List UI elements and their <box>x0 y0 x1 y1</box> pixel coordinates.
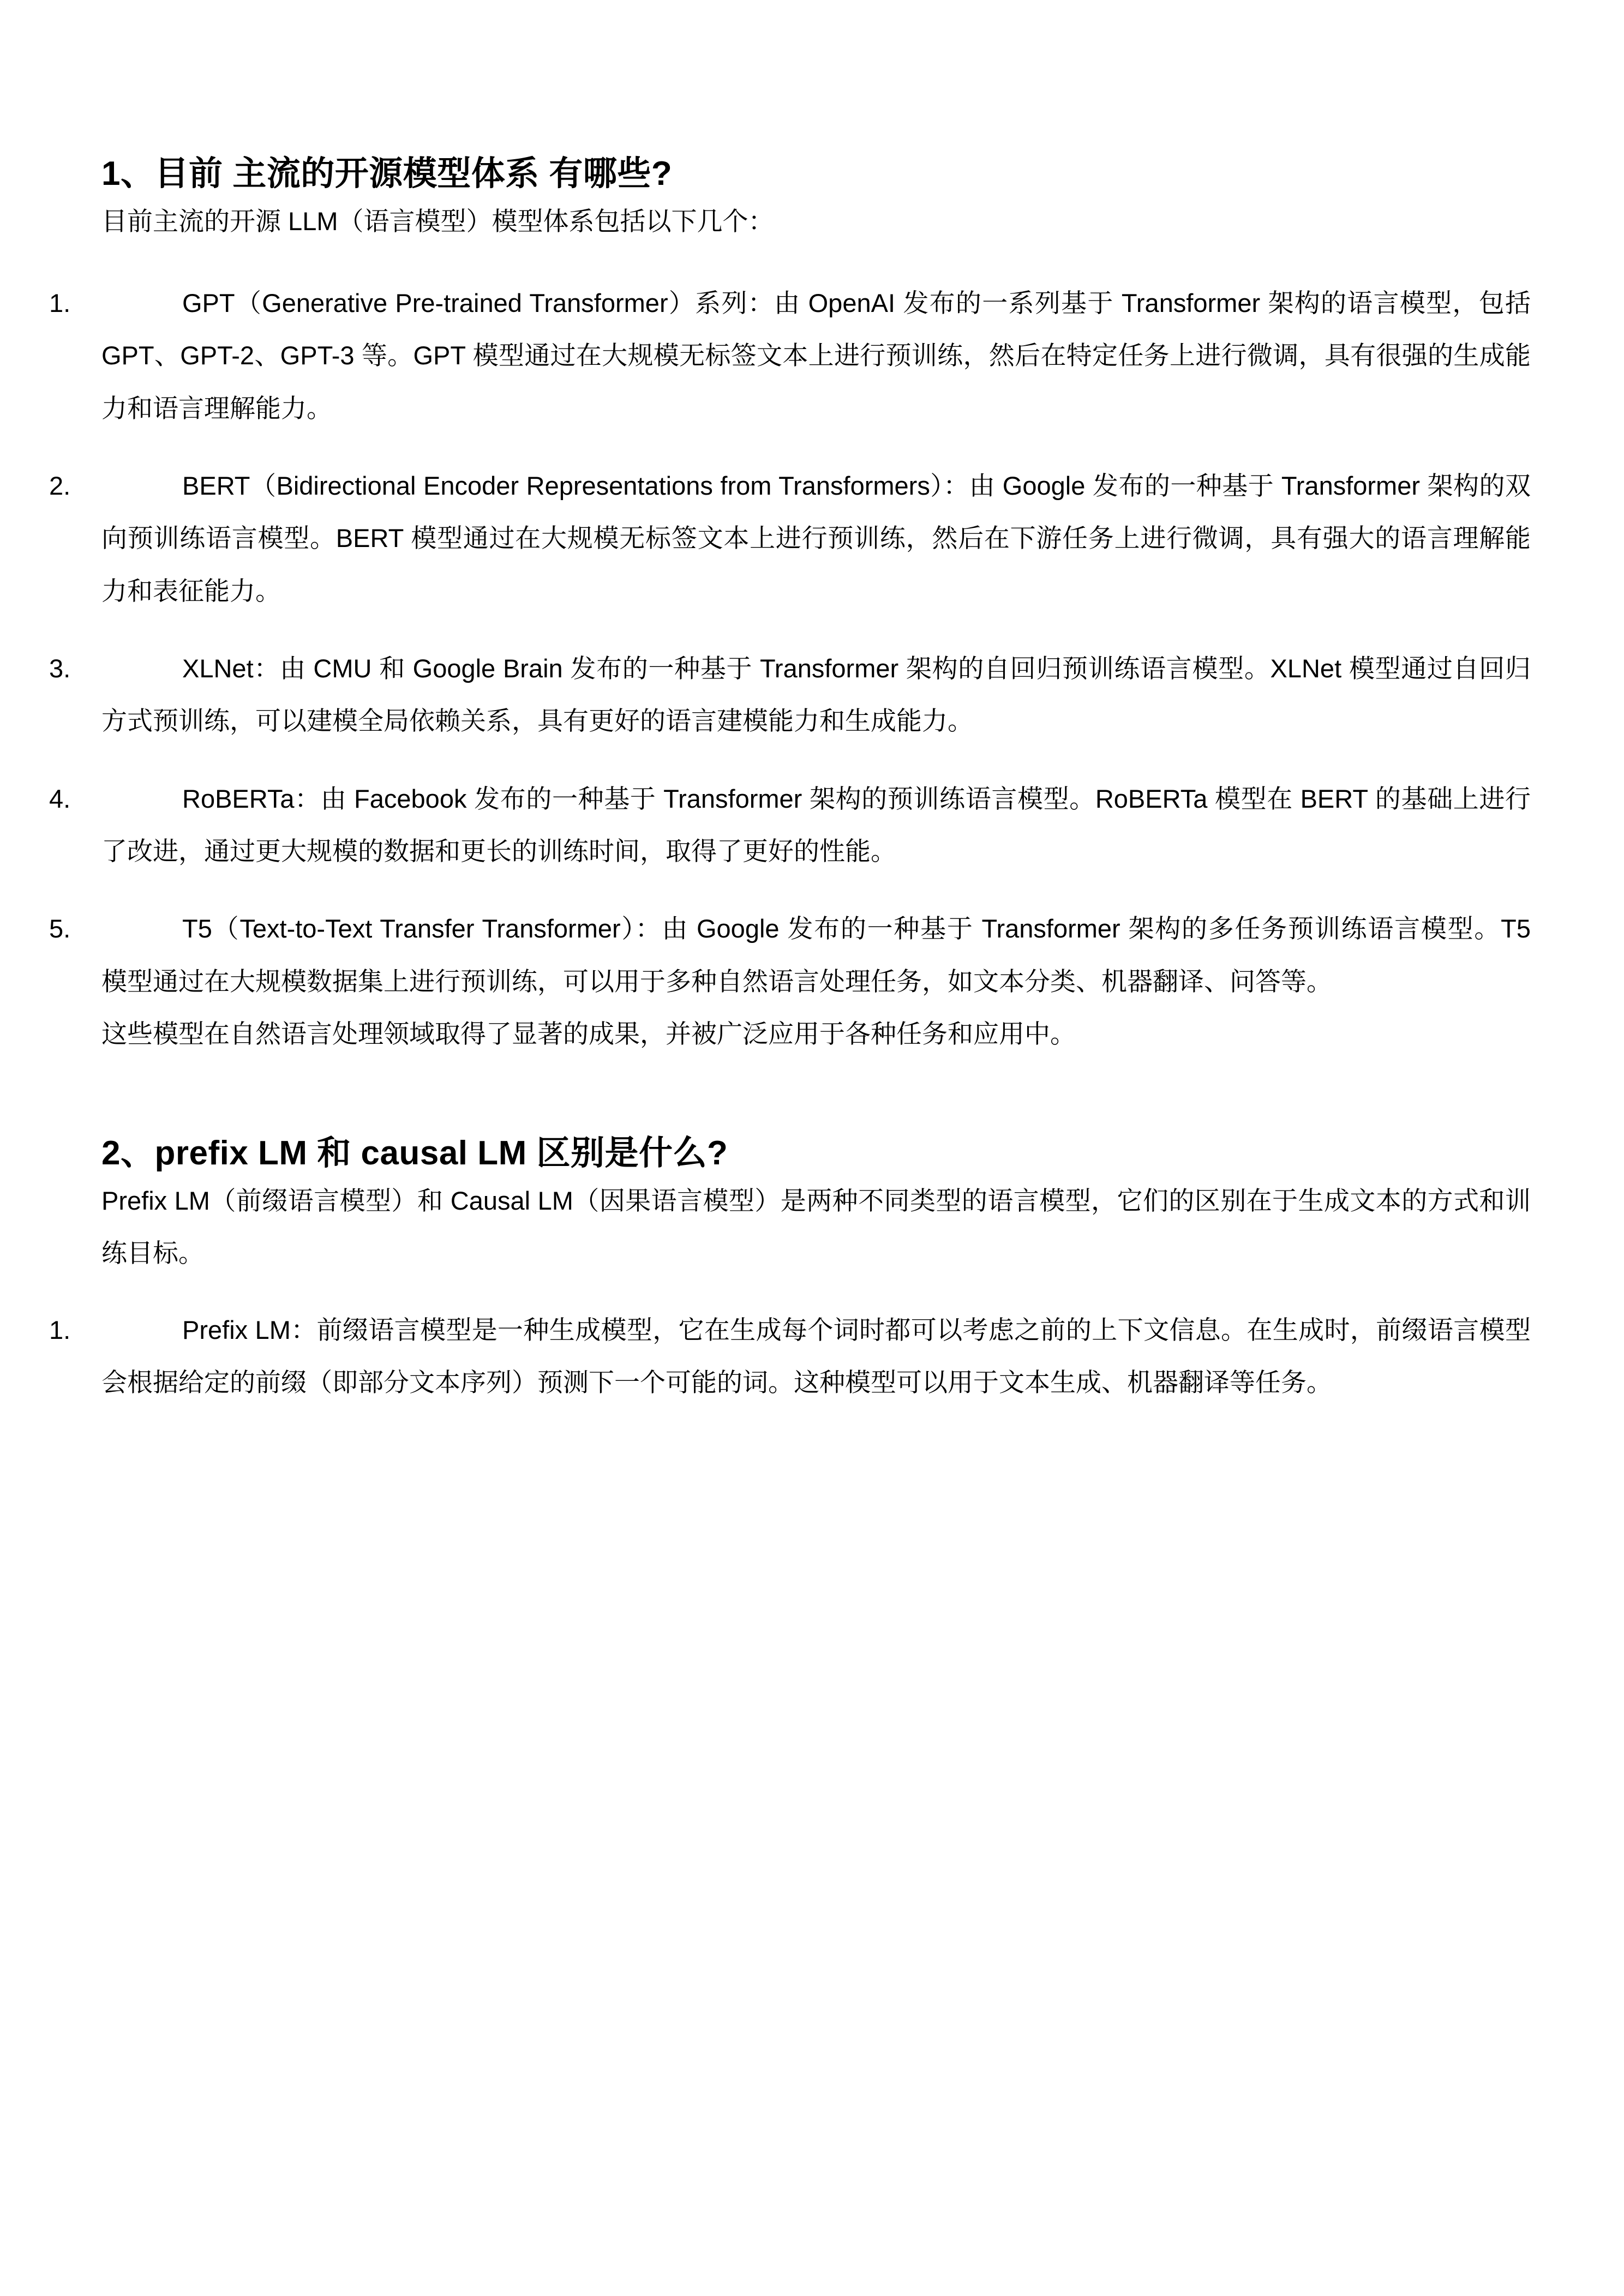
list-item-number: 3. <box>49 653 71 683</box>
section-1 <box>101 153 1531 195</box>
list-item-number: 1. <box>49 288 71 317</box>
list-item <box>49 642 1531 748</box>
section-2-intro-paragraph: Prefix LM（前缀语言模型）和 Causal LM（因果语言模型）是两种不同类型的语言模型，它们的区别在于生成文本的方式和训练目标。 <box>101 1186 1531 1268</box>
list-item <box>49 773 1531 878</box>
list-item-text: RoBERTa：由 Facebook 发布的一种基于 Transformer 架构的预训练语言模型。RoBERTa 模型在 BERT 的基础上进行了改进，通过更大规模的数据和更长的训练时间，取得了更好的性能。 <box>101 784 1531 865</box>
page-content <box>49 0 1531 1409</box>
list-item <box>49 277 1531 435</box>
section-1-heading: 1、目前 主流的开源模型体系 有哪些? <box>101 155 673 193</box>
list-item <box>49 903 1531 1008</box>
section-2 <box>101 1132 1531 1175</box>
list-item-number: 2. <box>49 471 71 500</box>
list-item-number: 4. <box>49 784 71 813</box>
section-1-model-list <box>49 277 1531 1008</box>
list-item-text: Prefix LM：前缀语言模型是一种生成模型，它在生成每个词时都可以考虑之前的上下文信息。在生成时，前缀语言模型会根据给定的前缀（即部分文本序列）预测下一个可能的词。这种模型可以用于文本生成、机器翻译等任务。 <box>101 1315 1531 1397</box>
list-item-text: BERT（Bidirectional Encoder Representations from Transformers）：由 Google 发布的一种基于 Transformer 架构的双向预训练语言模型。BERT 模型通过在大规模无标签文本上进行预训练，然后在下游任务上进行微调，具有强大的语言理解能力和表征能力。 <box>101 471 1531 605</box>
list-item-number: 1. <box>49 1315 71 1344</box>
section-1-closing-paragraph: 这些模型在自然语言处理领域取得了显著的成果，并被广泛应用于各种任务和应用中。 <box>101 1019 1076 1048</box>
section-1-intro-paragraph: 目前主流的开源 LLM（语言模型）模型体系包括以下几个： <box>101 206 774 236</box>
list-item <box>49 1304 1531 1409</box>
list-item-text: XLNet：由 CMU 和 Google Brain 发布的一种基于 Transformer 架构的自回归预训练语言模型。XLNet 模型通过自回归方式预训练，可以建模全局依赖关系，具有更好的语言建模能力和生成能力。 <box>101 653 1531 736</box>
section-2-model-list <box>49 1304 1531 1409</box>
list-item-text: GPT（Generative Pre-trained Transformer）系列：由 OpenAI 发布的一系列基于 Transformer 架构的语言模型，包括 GPT、GPT-2、GPT-3 等。GPT 模型通过在大规模无标签文本上进行预训练，然后在特定任务上进行微调，具有很强的生成能力和语言理解能力。 <box>101 288 1531 423</box>
section-2-heading: 2、prefix LM 和 causal LM 区别是什么? <box>101 1134 728 1173</box>
list-item <box>49 460 1531 617</box>
list-item-number: 5. <box>49 914 71 943</box>
list-item-text: T5（Text-to-Text Transfer Transformer）：由 Google 发布的一种基于 Transformer 架构的多任务预训练语言模型。T5 模型通过在大规模数据集上进行预训练，可以用于多种自然语言处理任务，如文本分类、机器翻译、问答等。 <box>101 914 1531 996</box>
